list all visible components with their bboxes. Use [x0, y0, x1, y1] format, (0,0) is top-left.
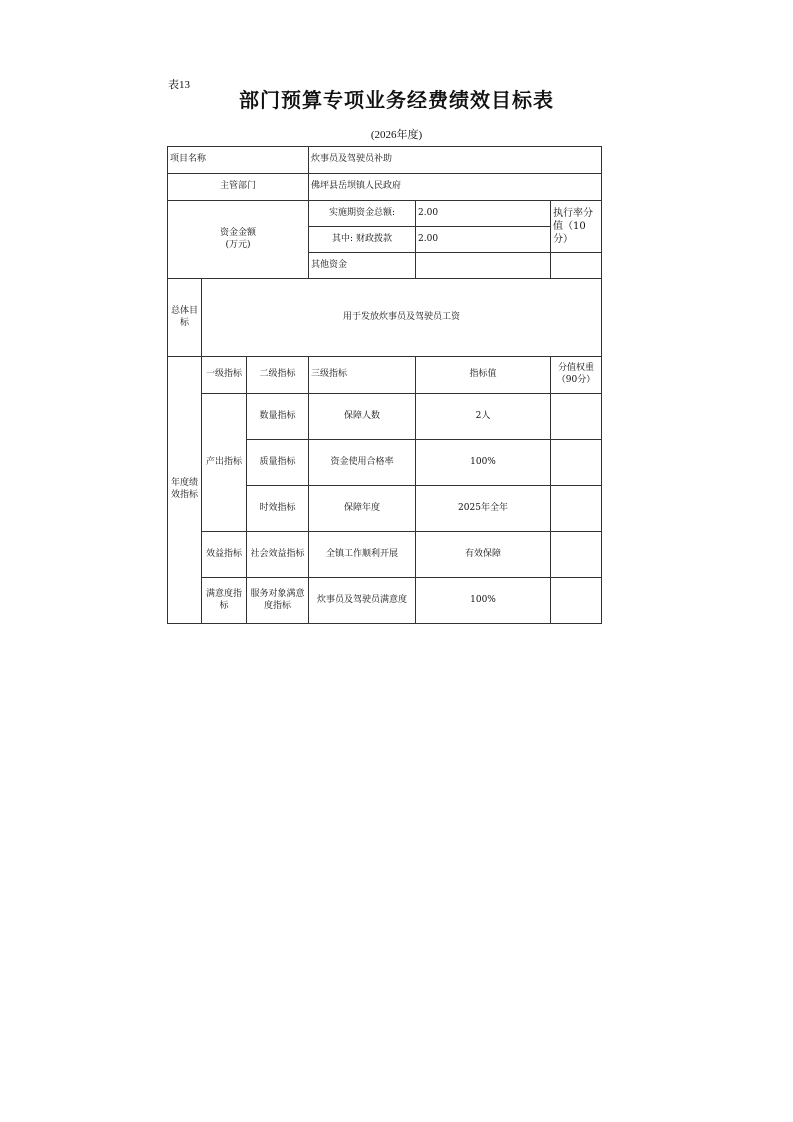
department-label: 主管部门 — [168, 174, 309, 201]
row-level1: 满意度指标 — [202, 578, 247, 624]
header-level3: 三级指标 — [309, 357, 416, 394]
row-level1: 效益指标 — [202, 532, 247, 578]
header-weight: 分值权重（90分） — [551, 357, 602, 394]
row-level3: 保障人数 — [309, 394, 416, 440]
row-weight — [551, 440, 602, 486]
total-funds-label: 实施期资金总额: — [309, 201, 416, 227]
total-funds-value: 2.00 — [416, 201, 551, 227]
row-target: 100% — [416, 440, 551, 486]
row-target: 2人 — [416, 394, 551, 440]
header-level2: 二级指标 — [247, 357, 309, 394]
row-level2: 数量指标 — [247, 394, 309, 440]
row-level2: 质量指标 — [247, 440, 309, 486]
page-title: 部门预算专项业务经费绩效目标表 — [239, 88, 554, 112]
row-level3: 保障年度 — [309, 486, 416, 532]
other-funds-value — [416, 253, 551, 279]
overall-goal-value: 用于发放炊事员及驾驶员工资 — [202, 279, 602, 357]
row-level3: 全镇工作顺利开展 — [309, 532, 416, 578]
fiscal-funds-label: 其中: 财政拨款 — [309, 227, 416, 253]
department-value: 佛坪县岳坝镇人民政府 — [309, 174, 602, 201]
execution-rate-label: 执行率分值（10分） — [551, 201, 602, 253]
row-target: 2025年全年 — [416, 486, 551, 532]
row-weight — [551, 486, 602, 532]
row-level3: 炊事员及驾驶员满意度 — [309, 578, 416, 624]
project-name-value: 炊事员及驾驶员补助 — [309, 147, 602, 174]
project-name-label: 项目名称 — [168, 147, 309, 174]
other-funds-label: 其他资金 — [309, 253, 416, 279]
row-weight — [551, 532, 602, 578]
fiscal-funds-value: 2.00 — [416, 227, 551, 253]
year-subtitle: (2026年度) — [370, 129, 423, 141]
execution-rate-value — [551, 253, 602, 279]
row-weight — [551, 578, 602, 624]
header-level1: 一级指标 — [202, 357, 247, 394]
funds-label: 资金金额 (万元) — [168, 201, 309, 279]
row-target: 100% — [416, 578, 551, 624]
performance-goal-table — [167, 146, 602, 624]
row-level3: 资金使用合格率 — [309, 440, 416, 486]
row-weight — [551, 394, 602, 440]
row-level2: 社会效益指标 — [247, 532, 309, 578]
row-level2: 服务对象满意度指标 — [247, 578, 309, 624]
annual-performance-label: 年度绩效指标 — [168, 357, 202, 624]
row-target: 有效保障 — [416, 532, 551, 578]
overall-goal-label: 总体目标 — [168, 279, 202, 357]
table-number-label: 表13 — [168, 79, 190, 91]
header-target: 指标值 — [416, 357, 551, 394]
row-level1: 产出指标 — [202, 394, 247, 532]
row-level2: 时效指标 — [247, 486, 309, 532]
